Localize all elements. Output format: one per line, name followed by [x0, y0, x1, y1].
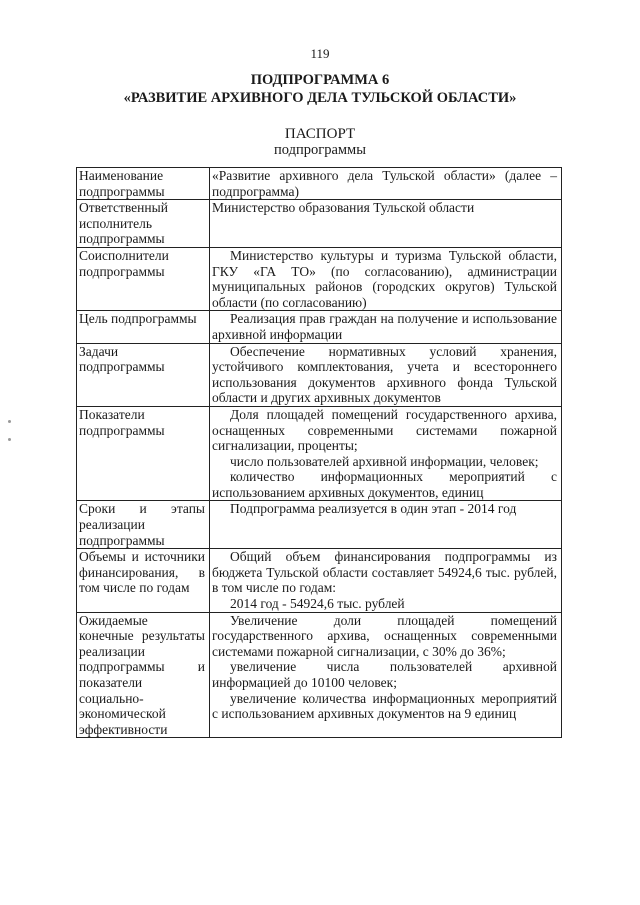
row-content — [210, 247, 562, 310]
table-row — [77, 343, 562, 406]
row-label: Ответственный исполнитель подпрограммы — [77, 200, 210, 248]
table-row — [77, 406, 562, 501]
row-label: Цель подпрограммы — [77, 311, 210, 343]
row-label: Наименование подпрограммы — [77, 168, 210, 200]
row-label: Показатели подпрограммы — [77, 406, 210, 501]
scan-speck — [8, 420, 11, 423]
row-content — [210, 311, 562, 343]
table-row — [77, 549, 562, 612]
row-content — [210, 549, 562, 612]
passport-table — [76, 167, 562, 738]
row-content — [210, 200, 562, 248]
table-row — [77, 311, 562, 343]
passport-heading: ПАСПОРТ — [284, 126, 356, 142]
table-row — [77, 200, 562, 248]
row-paragraph: Общий объем финансирования подпрограммы из бюджета Тульской области составляет 54924,6 тыс. рублей, в том числе по годам: — [212, 549, 557, 596]
row-paragraph: Министерство культуры и туризма Тульской области, ГКУ «ГА ТО» (по согласованию), администрации муниципальных районов (городских округов) Тульской области (по согласованию) — [212, 247, 557, 310]
table-row — [77, 168, 562, 200]
row-paragraph: Министерство образования Тульской области — [212, 200, 475, 216]
table-row — [77, 612, 562, 738]
row-paragraph: число пользователей архивной информации, человек; — [230, 453, 539, 469]
row-content — [210, 501, 562, 549]
scan-speck — [8, 438, 11, 441]
row-label: Задачи подпрограммы — [77, 343, 210, 406]
row-content — [210, 168, 562, 200]
page-number: 119 — [310, 46, 330, 61]
row-paragraph: Увеличение доли площадей помещений государственного архива, оснащенных современными системами пожарной сигнализации, с 30% до 36%; — [212, 612, 557, 659]
passport-table-body — [77, 168, 562, 738]
row-content — [210, 612, 562, 738]
row-paragraph: Реализация прав граждан на получение и использование архивной информации — [212, 311, 557, 342]
row-paragraph: увеличение числа пользователей архивной информацией до 10100 человек; — [212, 659, 557, 690]
row-paragraph: увеличение количества информационных мероприятий с использованием архивных документов на 9 единиц — [212, 690, 557, 722]
row-paragraph: Подпрограмма реализуется в один этап - 2014 год — [230, 501, 517, 517]
table-row — [77, 247, 562, 310]
row-paragraph: «Развитие архивного дела Тульской области» (далее – подпрограмма) — [212, 168, 557, 199]
subprogram-title: ПОДПРОГРАММА 6 — [250, 72, 390, 88]
row-paragraph: количество информационных мероприятий с использованием архивных документов, единиц — [212, 469, 557, 500]
row-label: Объемы и источники финансирования, в том числе по годам — [77, 549, 210, 612]
row-label: Ожидаемые конечные результаты реализации подпрограммы и показатели социально-экономической эффективности — [77, 612, 210, 738]
row-label: Сроки и этапы реализации подпрограммы — [77, 501, 210, 549]
row-paragraph: Доля площадей помещений государственного архива, оснащенных современными системами пожарной сигнализации, проценты; — [212, 406, 557, 454]
passport-subheading: подпрограммы — [274, 142, 366, 158]
row-content — [210, 406, 562, 501]
row-paragraph: 2014 год - 54924,6 тыс. рублей — [230, 596, 405, 612]
row-label: Соисполнители подпрограммы — [77, 247, 210, 310]
row-content — [210, 343, 562, 406]
row-paragraph: Обеспечение нормативных условий хранения, устойчивого комплектования, учета и всестороннего использования документов архивного фонда Тульской области и других архивных документов — [212, 343, 557, 406]
table-row — [77, 501, 562, 549]
subprogram-name: «РАЗВИТИЕ АРХИВНОГО ДЕЛА ТУЛЬСКОЙ ОБЛАСТИ» — [123, 90, 517, 106]
